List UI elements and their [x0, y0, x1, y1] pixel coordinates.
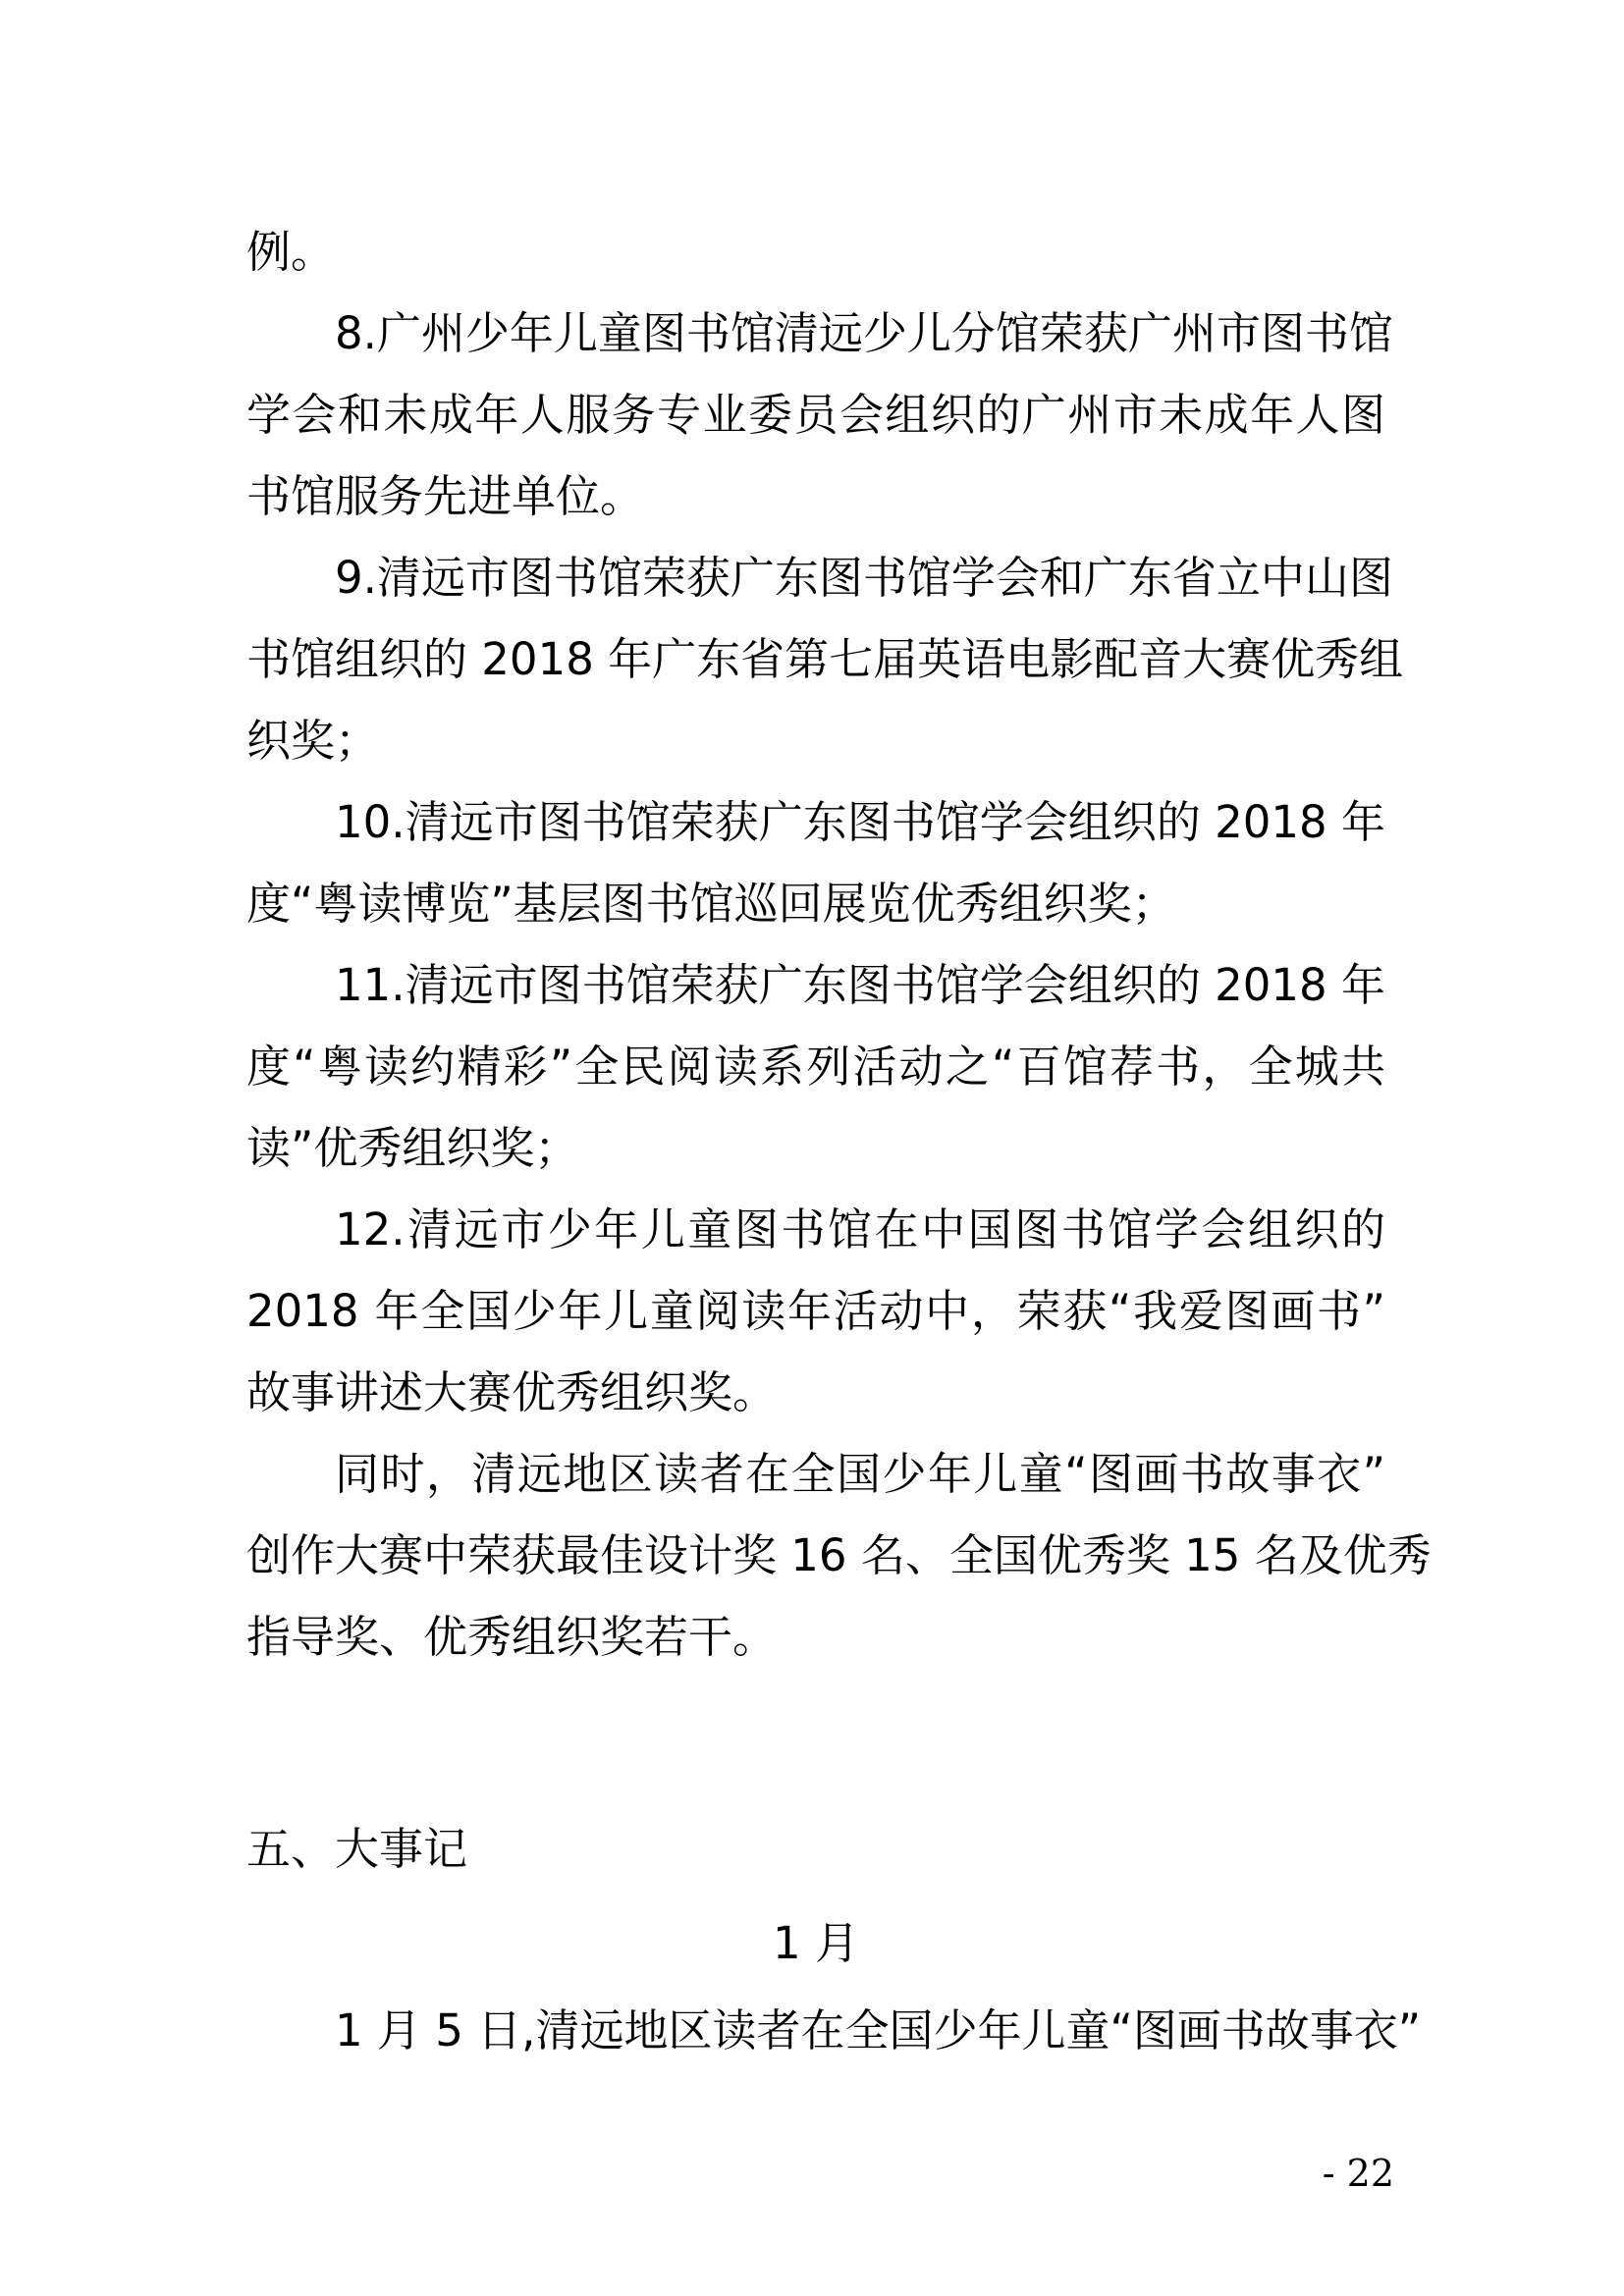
text-line: 2018 年全国少年儿童阅读年活动中，荣获“我爱图画书” [246, 1285, 1385, 1337]
text-line: 学会和未成年人服务专业委员会组织的广州市未成年人图 [246, 389, 1385, 441]
text-line: 9.清远市图书馆荣获广东图书馆学会和广东省立中山图 [335, 552, 1393, 604]
text-line: 例。 [246, 226, 336, 278]
text-line: 10.清远市图书馆荣获广东图书馆学会组织的 2018 年 [335, 796, 1385, 848]
text-line: 故事讲述大赛优秀组织奖。 [246, 1366, 778, 1418]
text-line: 同时，清远地区读者在全国少年儿童“图画书故事衣” [335, 1448, 1385, 1500]
text-line: 书馆组织的 2018 年广东省第七届英语电影配音大赛优秀组 [246, 633, 1404, 685]
text-line: 书馆服务先进单位。 [246, 470, 645, 522]
text-line: 12.清远市少年儿童图书馆在中国图书馆学会组织的 [335, 1203, 1385, 1255]
text-line: 11.清远市图书馆荣获广东图书馆学会组织的 2018 年 [335, 959, 1385, 1011]
text-line: 指导奖、优秀组织奖若干。 [246, 1611, 778, 1663]
page-number: - 22 [1322, 2152, 1394, 2195]
text-line: 创作大赛中荣获最佳设计奖 16 名、全国优秀奖 15 名及优秀 [246, 1529, 1432, 1581]
text-line: 度“粤读博览”基层图书馆巡回展览优秀组织奖； [246, 878, 1176, 930]
month-heading: 1 月 [773, 1917, 859, 1969]
text-line: 8.广州少年儿童图书馆清远少儿分馆荣获广州市图书馆 [335, 307, 1393, 359]
section-heading: 五、大事记 [246, 1823, 468, 1875]
text-line: 度“粤读约精彩”全民阅读系列活动之“百馆荐书，全城共 [246, 1041, 1385, 1093]
text-line: 1 月 5 日,清远地区读者在全国少年儿童“图画书故事衣” [335, 2004, 1422, 2056]
text-line: 读”优秀组织奖； [246, 1122, 579, 1174]
text-line: 织奖； [246, 715, 380, 767]
